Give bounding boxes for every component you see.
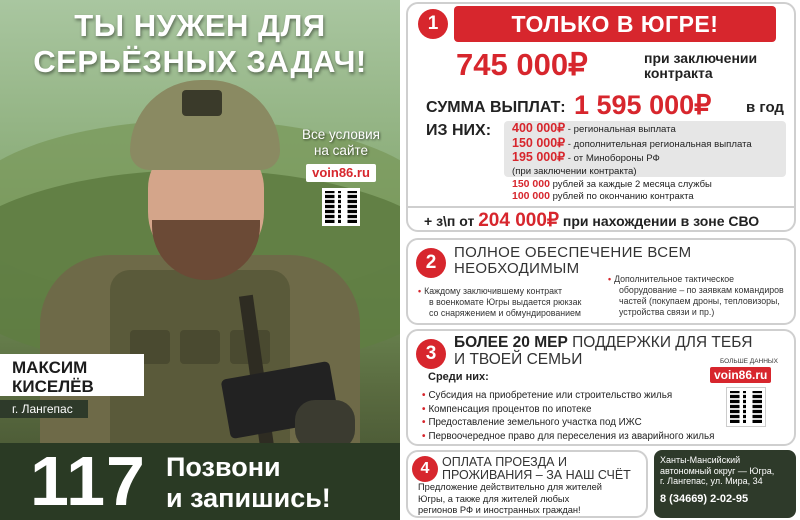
among-label: Среди них: bbox=[428, 371, 489, 383]
travel-card bbox=[406, 450, 648, 518]
signing-note: при заключении контракта bbox=[644, 50, 758, 81]
list-item: • Первоочередное право для переселения из аварийного жилья bbox=[422, 430, 715, 442]
qr-code-icon[interactable] bbox=[322, 188, 360, 226]
support-card bbox=[406, 329, 796, 446]
address-line: автономный округ — Югра, bbox=[660, 465, 775, 476]
city-label: г. Лангепас bbox=[0, 400, 88, 418]
salary-line: + з\п от 204 000₽ при нахождении в зоне СВО bbox=[424, 210, 760, 231]
step-badge: 1 bbox=[418, 9, 448, 39]
payment-breakdown bbox=[504, 121, 786, 177]
breakdown-row: 150 000₽ - дополнительная региональная выплата bbox=[512, 135, 752, 150]
extra-row: 150 000 рублей за каждые 2 месяца службы bbox=[512, 178, 712, 190]
name-plate: МАКСИМ КИСЕЛЁВ bbox=[0, 354, 144, 396]
breakdown-row: (при заключении контракта) bbox=[512, 165, 637, 177]
extra-row: 100 000 рублей по окончанию контракта bbox=[512, 189, 694, 202]
extra-payments bbox=[512, 179, 712, 202]
hotline-number[interactable]: 117 bbox=[30, 442, 146, 520]
list-item: • Субсидия на приобретение или строительство жилья bbox=[422, 390, 673, 401]
card-title: ПОЛНОЕ ОБЕСПЕЧЕНИЕ ВСЕМ НЕОБХОДИМЫМ bbox=[454, 244, 692, 277]
sum-label: СУММА ВЫПЛАТ: bbox=[426, 99, 566, 116]
info-panel bbox=[400, 0, 800, 520]
divider bbox=[408, 206, 794, 208]
phone-number[interactable]: 8 (34669) 2-02-95 bbox=[660, 492, 749, 505]
address-line: г. Лангепас, ул. Мира, 34 bbox=[660, 476, 763, 486]
conditions-block bbox=[292, 127, 390, 226]
sum-suffix: в год bbox=[746, 99, 784, 116]
list-item: • Компенсация процентов по ипотеке bbox=[422, 403, 592, 415]
support-list bbox=[422, 389, 714, 443]
step-badge: 3 bbox=[416, 339, 446, 369]
payments-card bbox=[406, 2, 796, 232]
call-to-action: Позвони и запишись! bbox=[166, 452, 331, 513]
banner-title: ТОЛЬКО В ЮГРЕ! bbox=[454, 6, 776, 42]
card-description: Предложение действительно для жителей Югры, а также для жителей любых регионов РФ и иностранных граждан! bbox=[418, 482, 602, 515]
card-title: ОПЛАТА ПРОЕЗДА И ПРОЖИВАНИЯ – ЗА НАШ СЧЁТ bbox=[442, 455, 631, 482]
step-badge: 4 bbox=[412, 456, 438, 482]
breakdown-row: 400 000₽ - региональная выплата bbox=[512, 121, 676, 135]
equipment-bullet: • Каждому заключившему контракт в военкомате Югры выдается рюкзак со снаряжением и обмундированием bbox=[418, 286, 582, 318]
equipment-bullet: • Дополнительное тактическое оборудование – по заявкам командиров частей (покупаем дроны, тепловизоры, устройства связи и пр.) bbox=[608, 274, 784, 317]
step-badge: 2 bbox=[416, 248, 446, 278]
conditions-text: Все условия bbox=[302, 127, 380, 142]
qr-code-icon[interactable] bbox=[726, 387, 766, 427]
site-link[interactable]: voin86.ru bbox=[306, 164, 376, 182]
conditions-text: на сайте bbox=[313, 143, 369, 158]
contact-box bbox=[654, 450, 796, 518]
address-line: Ханты-Мансийский bbox=[660, 455, 741, 465]
site-link[interactable]: voin86.ru bbox=[710, 367, 771, 383]
more-info-label: БОЛЬШЕ ДАННЫХ bbox=[719, 358, 779, 365]
breakdown-row: 195 000₽ - от Минобороны РФ bbox=[512, 150, 660, 164]
sum-value: 1 595 000₽ bbox=[574, 90, 712, 120]
of-them-label: ИЗ НИХ: bbox=[426, 122, 492, 139]
list-item: • Предоставление земельного участка под ИЖС bbox=[422, 417, 642, 429]
equipment-card bbox=[406, 238, 796, 325]
headline: ТЫ НУЖЕН ДЛЯ СЕРЬЁЗНЫХ ЗАДАЧ! bbox=[33, 8, 367, 79]
card-title: БОЛЕЕ 20 МЕР ПОДДЕРЖКИ ДЛЯ ТЕБЯ И ТВОЕЙ СЕМЬИ bbox=[454, 334, 753, 368]
signing-amount: 745 000₽ bbox=[456, 47, 588, 82]
